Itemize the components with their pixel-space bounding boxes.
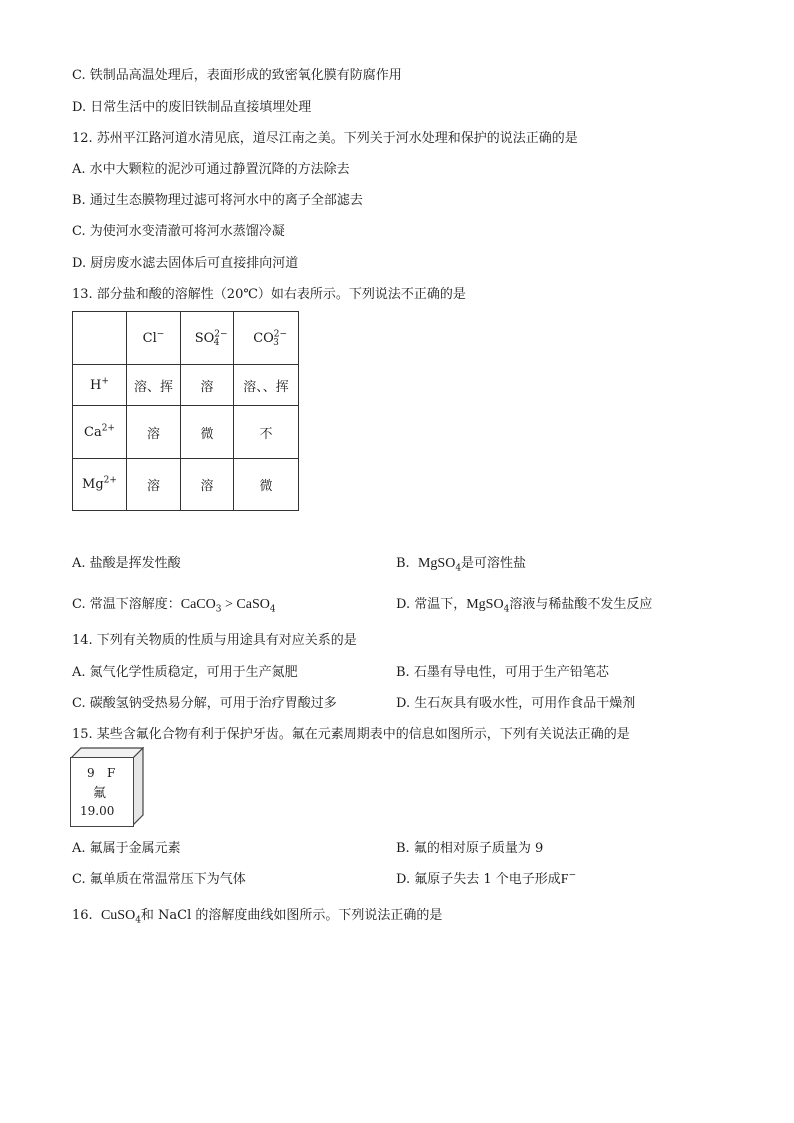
table-cell: 溶、挥 [127,365,181,406]
table-corner-cell [73,312,127,365]
table-cell: 不 [234,406,299,459]
table-cell: 微 [234,459,299,511]
atomic-number: 9 [87,766,95,780]
option-14c: C. 碳酸氢钠受热易分解，可用于治疗胃酸过多 [72,696,337,711]
element-card [70,757,134,827]
option-15c: C. 氟单质在常温常压下为气体 [72,872,246,887]
option-12d: D. 厨房废水滤去固体后可直接排向河道 [72,256,299,271]
option-14a: A. 氮气化学性质稳定，可用于生产氮肥 [72,665,298,680]
option-15a: A. 氟属于金属元素 [72,841,181,856]
question-12: 12. 苏州平江路河道水清见底，道尽江南之美。下列关于河水处理和保护的说法正确的是 [72,131,578,146]
row-ion-cell: H+ [73,365,127,406]
table-row [73,365,299,406]
table-cell: 溶 [127,459,181,511]
option-12c: C. 为使河水变清澈可将河水蒸馏冷凝 [72,224,285,239]
question-16: 16. CuSO$_4$和 NaCl 的溶解度曲线如图所示。下列说法正确的是 [72,908,443,926]
table-cell: 溶 [181,459,234,511]
table-row [73,459,299,511]
atomic-mass: 19.00 [80,804,115,818]
option-13c: C. 常温下溶解度：CaCO$_3$ > CaSO$_4$ [72,597,276,615]
option-15b: B. 氟的相对原子质量为 9 [396,841,544,856]
option-12b: B. 通过生态膜物理过滤可将河水中的离子全部滤去 [72,193,363,208]
question-13: 13. 部分盐和酸的溶解性（20℃）如右表所示。下列说法不正确的是 [72,287,466,302]
option-14d: D. 生石灰具有吸水性，可用作食品干燥剂 [396,696,636,711]
option-13b: B. MgSO$_4$是可溶性盐 [396,556,527,574]
table-cell: 溶 [181,365,234,406]
table-cell: 微 [181,406,234,459]
table-cell: 溶、、挥 [234,365,299,406]
periodic-table-element-figure [70,747,144,827]
element-symbol: F [107,766,116,780]
element-name: 氟 [93,786,107,801]
question-15: 15. 某些含氟化合物有利于保护牙齿。氟在元素周期表中的信息如图所示，下列有关说法正确的是 [72,727,630,742]
row-ion-cell: $Ca^{2+}$ [73,406,127,459]
table-row [73,406,299,459]
option-13d: D. 常温下，MgSO$_4$溶液与稀盐酸不发生反应 [396,597,653,615]
option-13a: A. 盐酸是挥发性酸 [72,556,181,571]
option-11d: D. 日常生活中的废旧铁制品直接填埋处理 [72,100,312,115]
question-14: 14. 下列有关物质的性质与用途具有对应关系的是 [72,633,357,648]
table-cell: 溶 [127,406,181,459]
option-12a: A. 水中大颗粒的泥沙可通过静置沉降的方法除去 [72,162,350,177]
header-cell: Cl− [127,312,181,365]
header-cell: $CO^{2-}_3$ [234,312,299,365]
solubility-table [72,311,299,511]
row-ion-cell: $Mg^{2+}$ [73,459,127,511]
option-14b: B. 石墨有导电性，可用于生产铅笔芯 [396,665,609,680]
option-11c: C. 铁制品高温处理后，表面形成的致密氧化膜有防腐作用 [72,68,402,83]
header-cell: $SO^{2-}_4$ [181,312,234,365]
option-15d: D. 氟原子失去 1 个电子形成F− [396,870,577,887]
